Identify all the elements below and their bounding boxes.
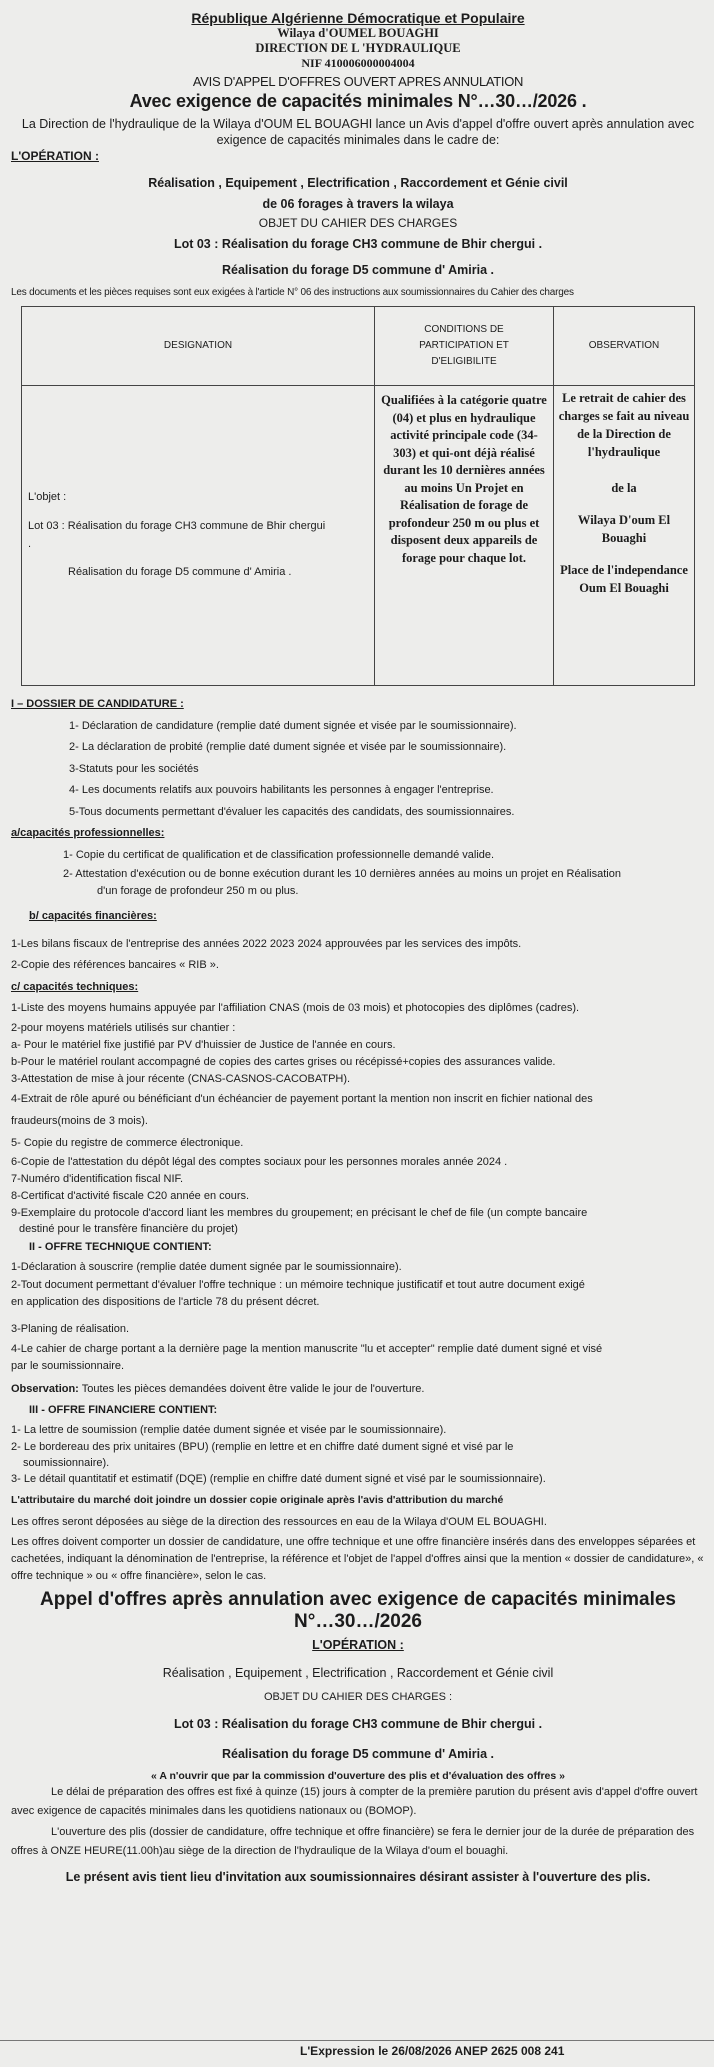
cahier-heading: OBJET DU CAHIER DES CHARGES: [258, 216, 458, 230]
observation-text: Toutes les pièces demandées doivent être valide le jour de l'ouverture.: [78, 1382, 425, 1395]
offre-technique-item: par le soumissionnaire.: [11, 1359, 125, 1372]
offre-financiere-item: 1- La lettre de soumission (remplie datée dument signée et visée par le soumissionnaire).: [11, 1423, 447, 1436]
operation-label: L'OPÉRATION :: [11, 149, 99, 163]
offre-financiere-section: [11, 1400, 705, 1585]
dossier-title: I – DOSSIER DE CANDIDATURE :: [11, 698, 184, 710]
bottom-cahier: OBJET DU CAHIER DES CHARGES :: [263, 1690, 453, 1703]
dossier-item: 1- Déclaration de candidature (remplie daté dument signée et visée par le soumissionnaire).: [69, 719, 517, 732]
col-conditions-line: D'ELIGIBILITE: [431, 356, 497, 367]
observation-text: Place de l'independance Oum El Bouaghi: [560, 563, 688, 595]
capacites-tech-item: fraudeurs(moins de 3 mois).: [11, 1114, 148, 1127]
col-conditions-line: CONDITIONS DE: [424, 324, 504, 335]
objet-forage: Réalisation du forage D5 commune d' Amiria .: [68, 566, 292, 578]
observation-text: Le retrait de cahier des charges se fait au niveau de la Direction de l'hydraulique: [558, 391, 690, 459]
dossier-item: 4- Les documents relatifs aux pouvoirs habilitants les personnes à engager l'entreprise.: [69, 784, 494, 796]
objet-label: L'objet :: [28, 491, 67, 503]
republic-title: République Algérienne Démocratique et Populaire: [191, 10, 525, 26]
capacites-fin-item: 2-Copie des références bancaires « RIB ».: [11, 959, 219, 971]
intro-text: La Direction de l'hydraulique de la Wilaya d'OUM EL BOUAGHI lance un Avis d'appel d'offre ouvert après annulation avec exigence de capacités minimales dans le cadre de:: [21, 117, 695, 147]
offre-technique-item: en application des dispositions de l'article 78 du présent décret.: [11, 1296, 320, 1308]
bottom-lot: Lot 03 : Réalisation du forage CH3 commune de Bhir chergui .: [173, 1716, 543, 1731]
col-conditions: [375, 307, 554, 386]
capacites-tech-item: 9-Exemplaire du protocole d'accord liant les membres du groupement; en précisant le chef de file (un compte bancaire: [11, 1206, 588, 1219]
bottom-ouvrir: « A n'ouvrir que par la commission d'ouverture des plis et d'évaluation des offres »: [151, 1769, 565, 1782]
enveloppe-note: Les offres doivent comporter un dossier de candidature, une offre technique et une offre financière insérés dans des enveloppes séparées et cachetées, indiquant la dénomination de l'entreprise, la référence et l'objet de l'appel d'offres ainsi que la mention « dossier de candidature», « offre technique » ou « offre financière», selon le cas.: [11, 1535, 704, 1582]
capacites-fin-title: b/ capacités financières:: [29, 910, 157, 922]
offre-technique-item: 3-Planing de réalisation.: [11, 1323, 130, 1335]
dossier-item: 2- La déclaration de probité (remplie daté dument signée et visée par le soumissionnaire).: [69, 741, 507, 753]
offre-financiere-item: 3- Le détail quantitatif et estimatif (DQE) (remplie en chiffre daté dument signé et visé par le soumissionnaire).: [11, 1472, 546, 1485]
observation-note: [11, 1379, 705, 1401]
direction: DIRECTION DE L 'HYDRAULIQUE: [255, 41, 461, 55]
operation-title: Réalisation , Equipement , Electrification , Raccordement et Génie civil: [148, 176, 568, 190]
observation-text: Wilaya D'oum El Bouaghi: [577, 513, 671, 545]
depot-note: Les offres seront déposées au siège de la direction des ressources en eau de la Wilaya d'OUM EL BOUAGHI.: [11, 1515, 547, 1528]
bottom-delai: Le délai de préparation des offres est fixé à quinze (15) jours à compter de la première parution du présent avis d'appel d'offre ouvert avec exigence de capacités minimales dans les quotidiens nationaux ou (BOMOP).: [11, 1785, 698, 1817]
capacites-tech-item: 1-Liste des moyens humains appuyée par l'affiliation CNAS (mois de 03 mois) et photocopies des diplômes (cadres).: [11, 1002, 580, 1014]
dossier-item: 5-Tous documents permettant d'évaluer les capacités des candidats, des soumissionnaires.: [69, 805, 515, 818]
capacites-tech-item: 2-pour moyens matériels utilisés sur chantier :: [11, 1021, 236, 1034]
offre-technique-item: 1-Déclaration à souscrire (remplie datée dument signée par le soumissionnaire).: [11, 1261, 402, 1273]
bottom-number: N°…30…/2026: [294, 1610, 422, 1632]
operation-subtitle: de 06 forages à travers la wilaya: [262, 197, 454, 211]
col-observation: OBSERVATION: [554, 307, 695, 386]
objet-lot: Lot 03 : Réalisation du forage CH3 commune de Bhir chergui .: [28, 520, 326, 550]
bottom-title: Appel d'offres après annulation avec exigence de capacités minimales: [40, 1588, 676, 1610]
bottom-operation-title: Réalisation , Equipement , Electrification , Raccordement et Génie civil: [162, 1665, 554, 1680]
col-designation: DESIGNATION: [22, 307, 375, 386]
capacites-pro-item: 2- Attestation d'exécution ou de bonne exécution durant les 10 dernières années au moins un projet en Réalisation: [63, 868, 621, 880]
documents-note: Les documents et les pièces requises sont eux exigées à l'article N° 06 des instructions aux soumissionnaires du Cahier des charges: [11, 287, 574, 298]
bottom-operation-label: L'OPÉRATION :: [312, 1637, 404, 1652]
conditions-cell: Qualifiées à la catégorie quatre (04) et plus en hydraulique activité principale code (34-303) et qui-ont déjà réalisé durant les 10 dernières années au moins Un Projet en Réalisation de forage de profondeur 250 m ou plus et disposent deux appareils de forage pour chaque lot.: [375, 386, 554, 686]
designation-cell: [22, 386, 375, 686]
capacites-tech-item: 6-Copie de l'attestation du dépôt légal des comptes sociaux pour les personnes morales année 2024 .: [11, 1155, 508, 1168]
capacites-tech-title: c/ capacités techniques:: [11, 980, 139, 993]
capacites-tech-item: 8-Certificat d'activité fiscale C20 année en cours.: [11, 1189, 250, 1202]
capacites-pro-item: 1- Copie du certificat de qualification et de classification professionnelle demandé valide.: [63, 848, 495, 861]
offre-technique-section: [11, 1237, 705, 1401]
capacites-tech-item: 3-Attestation de mise à jour récente (CNAS-CASNOS-CACOBATPH).: [11, 1072, 351, 1085]
nif: NIF 410006000004004: [301, 56, 415, 70]
attributaire-note: L'attributaire du marché doit joindre un dossier copie originale après l'avis d'attribution du marché: [11, 1493, 504, 1506]
col-conditions-line: PARTICIPATION ET: [419, 340, 509, 351]
offre-financiere-item: soumissionnaire).: [23, 1456, 110, 1469]
offre-technique-item: 4-Le cahier de charge portant a la dernière page la mention manuscrite "lu et accepter" remplie daté dument signé et visé: [11, 1342, 603, 1355]
offre-financiere-item: 2- Le bordereau des prix unitaires (BPU) (remplie en lettre et en chiffre daté dument signé et visé par le: [11, 1440, 514, 1453]
observation-text: de la: [611, 481, 637, 495]
bottom-invitation: Le présent avis tient lieu d'invitation aux soumissionnaires désirant assister à l'ouverture des plis.: [65, 1869, 651, 1884]
offre-technique-item: 2-Tout document permettant d'évaluer l'offre technique : un mémoire technique justificatif et tout autre document exigé: [11, 1279, 585, 1291]
lot-title: Lot 03 : Réalisation du forage CH3 commune de Bhir chergui .: [173, 237, 543, 251]
dossier-item: 3-Statuts pour les sociétés: [69, 762, 199, 775]
header: [11, 10, 705, 71]
dossier-section: [11, 694, 705, 1237]
capacites-pro-title: a/capacités professionnelles:: [11, 827, 165, 839]
capacites-tech-item: destiné pour le transfère financière du projet): [19, 1222, 238, 1235]
wilaya: Wilaya d'OUMEL BOUAGHI: [277, 26, 439, 40]
bottom-forage: Réalisation du forage D5 commune d' Amiria .: [221, 1746, 494, 1761]
capacites-tech-item: 4-Extrait de rôle apuré ou bénéficiant d'un échéancier de payement portant la mention non inscrit en fichier national des: [11, 1092, 593, 1105]
capacites-tech-item: 7-Numéro d'identification fiscal NIF.: [11, 1172, 184, 1185]
capacites-tech-item: a- Pour le matériel fixe justifié par PV d'huissier de Justice de l'année en cours.: [11, 1038, 396, 1051]
bottom-summary: [11, 1589, 705, 1889]
observation-label: Observation:: [11, 1382, 79, 1395]
observation-cell: [554, 386, 695, 686]
bottom-ouverture: L'ouverture des plis (dossier de candidature, offre technique et offre financière) se fera le dernier jour de la durée de préparation des offres à ONZE HEURE(11.00h)au siège de la direction de l'hydraulique de la Wilaya d'oum el bouaghi.: [11, 1825, 695, 1857]
offre-technique-title: II - OFFRE TECHNIQUE CONTIENT:: [29, 1240, 212, 1253]
offre-financiere-title: III - OFFRE FINANCIERE CONTIENT:: [29, 1404, 218, 1416]
capacites-tech-item: 5- Copie du registre de commerce électronique.: [11, 1136, 244, 1149]
notice-number: Avec exigence de capacités minimales N°…30…/2026 .: [129, 91, 587, 111]
footer-publication: L'Expression le 26/08/2026 ANEP 2625 008 241: [300, 2044, 565, 2058]
capacites-pro-item: d'un forage de profondeur 250 m ou plus.: [97, 885, 299, 897]
capacites-tech-item: b-Pour le matériel roulant accompagné de copies des cartes grises ou récépissé+copies des assurances valide.: [11, 1055, 556, 1068]
conditions-table: [21, 306, 695, 686]
footer-rule: [0, 2040, 714, 2041]
forage-title: Réalisation du forage D5 commune d' Amiria .: [221, 263, 494, 277]
capacites-fin-item: 1-Les bilans fiscaux de l'entreprise des années 2022 2023 2024 approuvées par les services des impôts.: [11, 937, 522, 950]
notice-type: AVIS D'APPEL D'OFFRES OUVERT APRES ANNULATION: [192, 74, 524, 89]
